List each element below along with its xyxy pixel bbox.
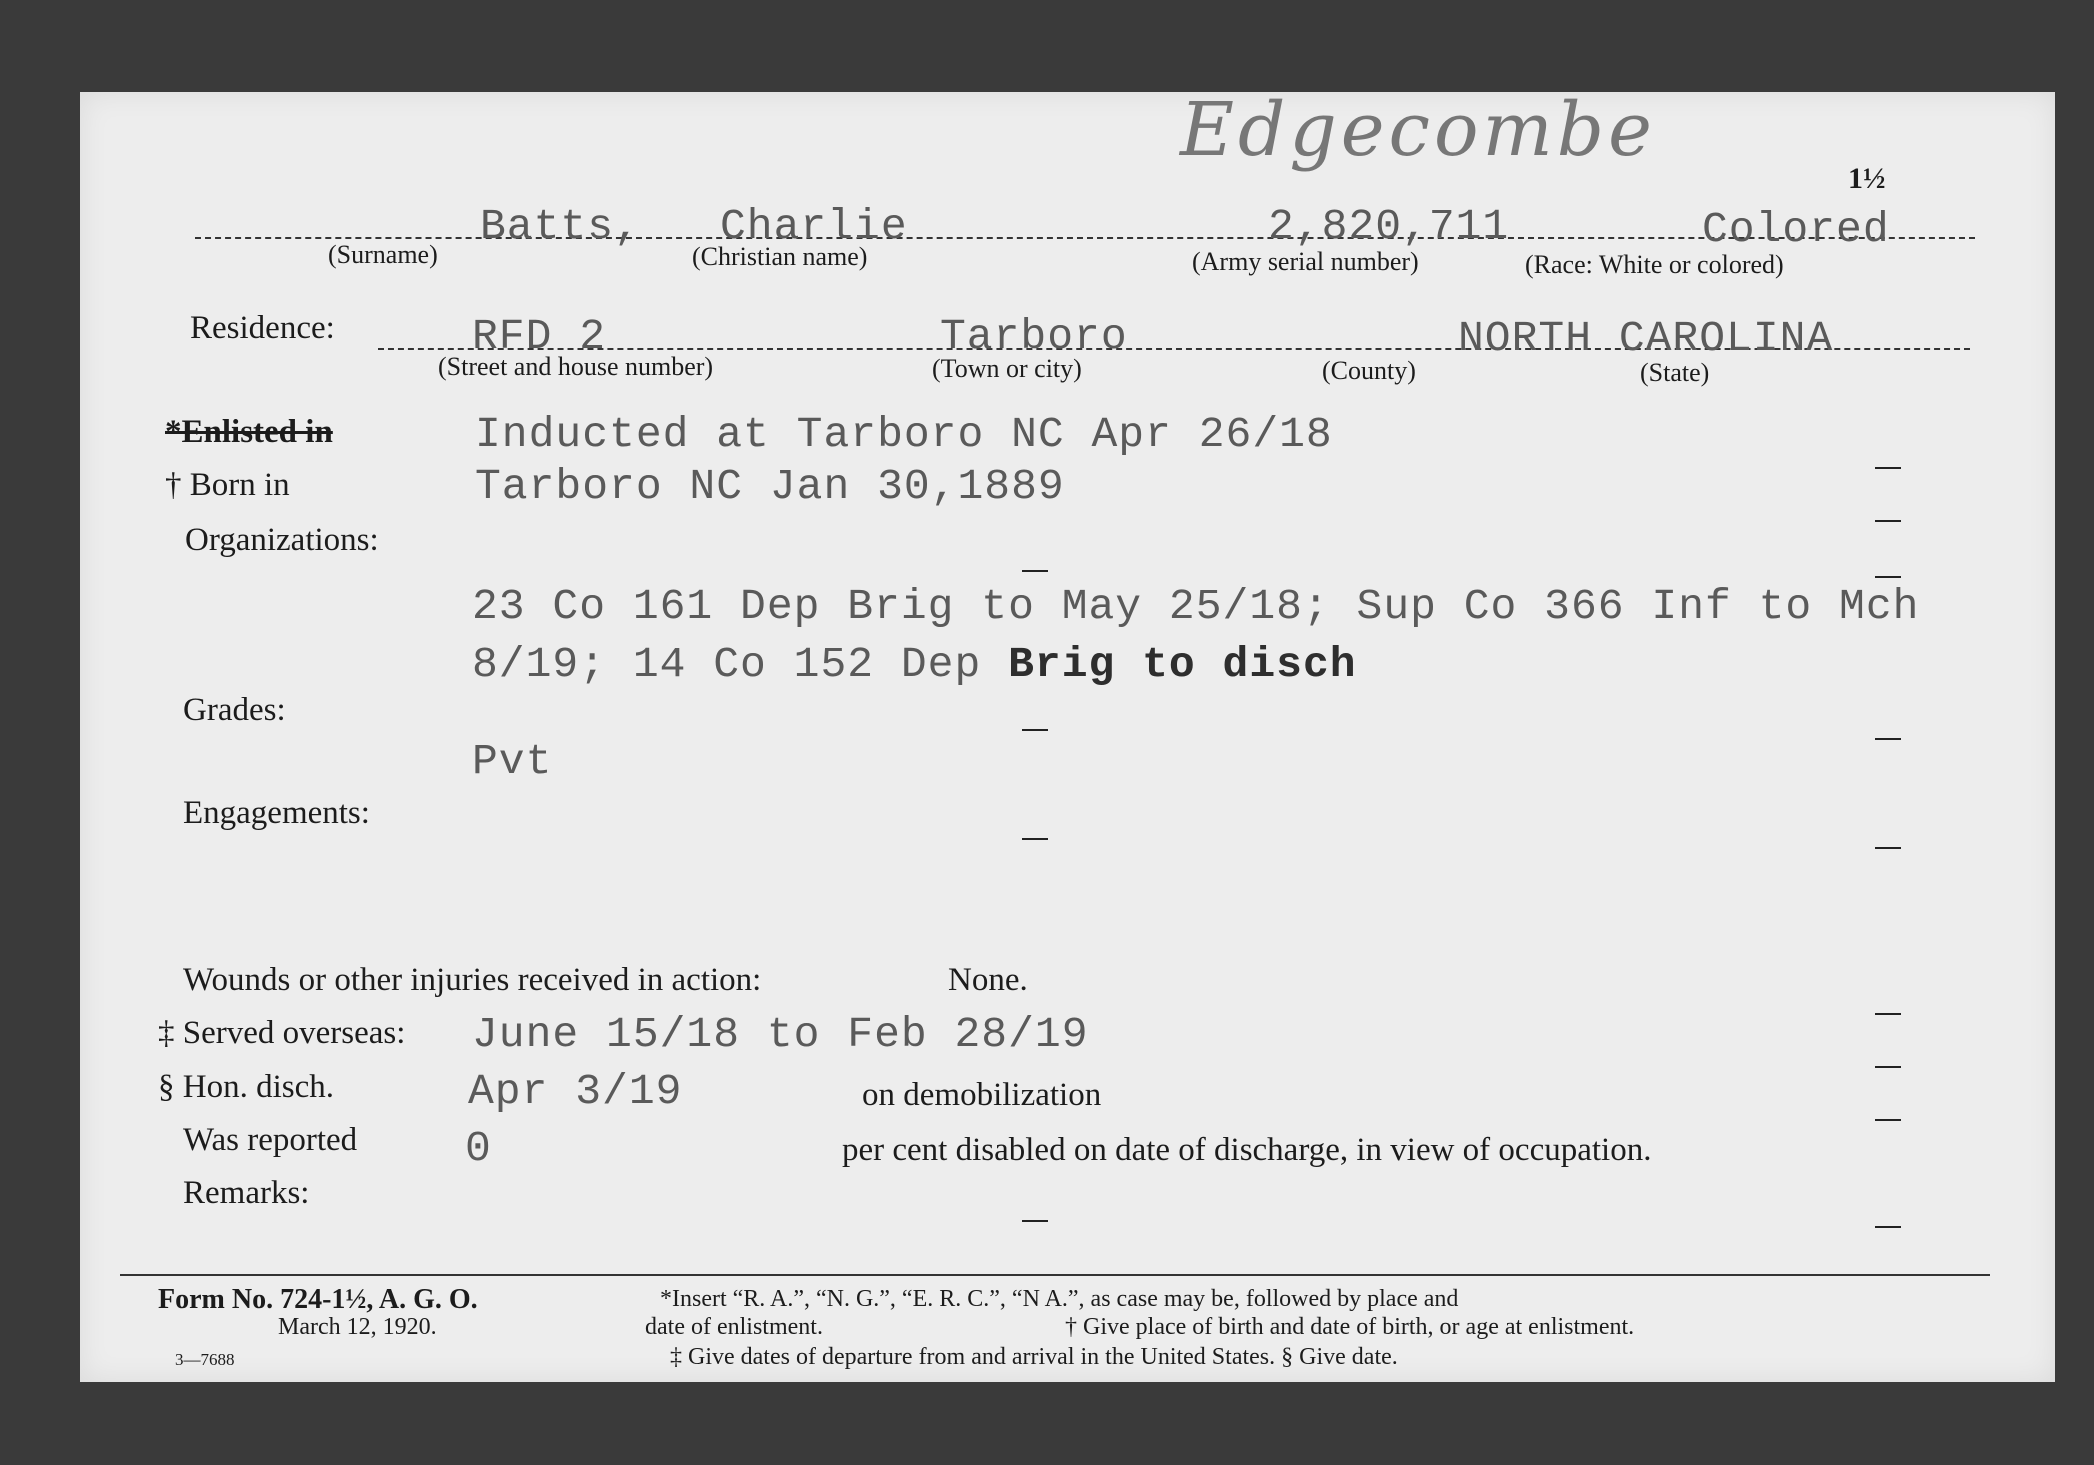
margin-dash <box>1875 1119 1901 1121</box>
margin-dash <box>1875 1226 1901 1228</box>
footnote-overseas: ‡ Give dates of departure from and arrival in the United States. § Give date. <box>670 1344 1398 1370</box>
christian-name-caption: (Christian name) <box>692 242 868 271</box>
discharge-value: Apr 3/19 <box>468 1067 683 1116</box>
county-caption: (County) <box>1322 356 1416 385</box>
serial-number-value: 2,820,711 <box>1268 202 1510 251</box>
street-value: RFD 2 <box>472 312 607 361</box>
margin-dash <box>1875 738 1901 740</box>
form-number: Form No. 724-1½, A. G. O. <box>158 1284 478 1315</box>
enlisted-value: Inducted at Tarboro NC Apr 26/18 <box>475 410 1333 459</box>
surname-caption: (Surname) <box>328 240 438 269</box>
footer-rule <box>120 1274 1990 1276</box>
footnote-birth: † Give place of birth and date of birth, or age at enlistment. <box>1065 1314 1635 1340</box>
born-label: † Born in <box>165 467 290 503</box>
card-number: 1½ <box>1848 162 1886 195</box>
overseas-value: June 15/18 to Feb 28/19 <box>472 1010 1089 1059</box>
christian-name-value: Charlie <box>720 202 908 251</box>
footnote-enlistment: *Insert “R. A.”, “N. G.”, “E. R. C.”, “N A.”, as case may be, followed by place and <box>660 1286 1459 1312</box>
margin-dash <box>1875 576 1901 578</box>
organizations-line-2-part-b: Brig to disch <box>1008 640 1357 689</box>
form-date: March 12, 1920. <box>278 1314 437 1340</box>
margin-dash <box>1022 838 1048 840</box>
enlisted-label: *Enlisted in <box>165 414 333 450</box>
margin-dash <box>1875 1066 1901 1068</box>
margin-dash <box>1875 467 1901 469</box>
discharge-label: § Hon. disch. <box>158 1069 334 1105</box>
race-value: Colored <box>1702 205 1890 254</box>
town-caption: (Town or city) <box>932 354 1082 383</box>
residence-label: Residence: <box>190 310 335 346</box>
margin-dash <box>1022 570 1048 572</box>
state-value: NORTH CAROLINA <box>1458 314 1834 363</box>
grades-value: Pvt <box>472 737 553 786</box>
overseas-label: ‡ Served overseas: <box>158 1015 406 1051</box>
footnote-enlistment-cont: date of enlistment. <box>645 1314 823 1340</box>
race-caption: (Race: White or colored) <box>1525 250 1784 279</box>
reported-suffix: per cent disabled on date of discharge, in view of occupation. <box>842 1132 1652 1168</box>
grades-label: Grades: <box>183 692 286 728</box>
organizations-label: Organizations: <box>185 522 379 558</box>
print-code: 3—7688 <box>175 1350 235 1369</box>
organizations-line-2 <box>472 640 1357 689</box>
born-value: Tarboro NC Jan 30,1889 <box>475 462 1065 511</box>
wounds-label: Wounds or other injuries received in action: <box>183 962 762 998</box>
street-caption: (Street and house number) <box>438 352 714 381</box>
state-caption: (State) <box>1640 358 1710 387</box>
organizations-line-2-part-a: 8/19; 14 Co 152 Dep <box>472 640 1009 689</box>
engagements-label: Engagements: <box>183 795 370 831</box>
remarks-label: Remarks: <box>183 1175 310 1211</box>
margin-dash <box>1022 729 1048 731</box>
reported-label: Was reported <box>183 1122 358 1158</box>
reported-value: 0 <box>465 1124 492 1173</box>
organizations-line-1: 23 Co 161 Dep Brig to May 25/18; Sup Co 366 Inf to Mch <box>472 582 1920 631</box>
discharge-suffix: on demobilization <box>862 1077 1102 1113</box>
margin-dash <box>1875 847 1901 849</box>
wounds-value: None. <box>948 962 1028 998</box>
serial-number-caption: (Army serial number) <box>1192 247 1419 276</box>
margin-dash <box>1875 1013 1901 1015</box>
surname-value: Batts, <box>480 202 641 251</box>
county-handwritten-annotation: Edgecombe <box>1180 87 1656 173</box>
service-record-card <box>80 87 2055 1382</box>
margin-dash <box>1875 520 1901 522</box>
town-value: Tarboro <box>940 312 1128 361</box>
margin-dash <box>1022 1220 1048 1222</box>
